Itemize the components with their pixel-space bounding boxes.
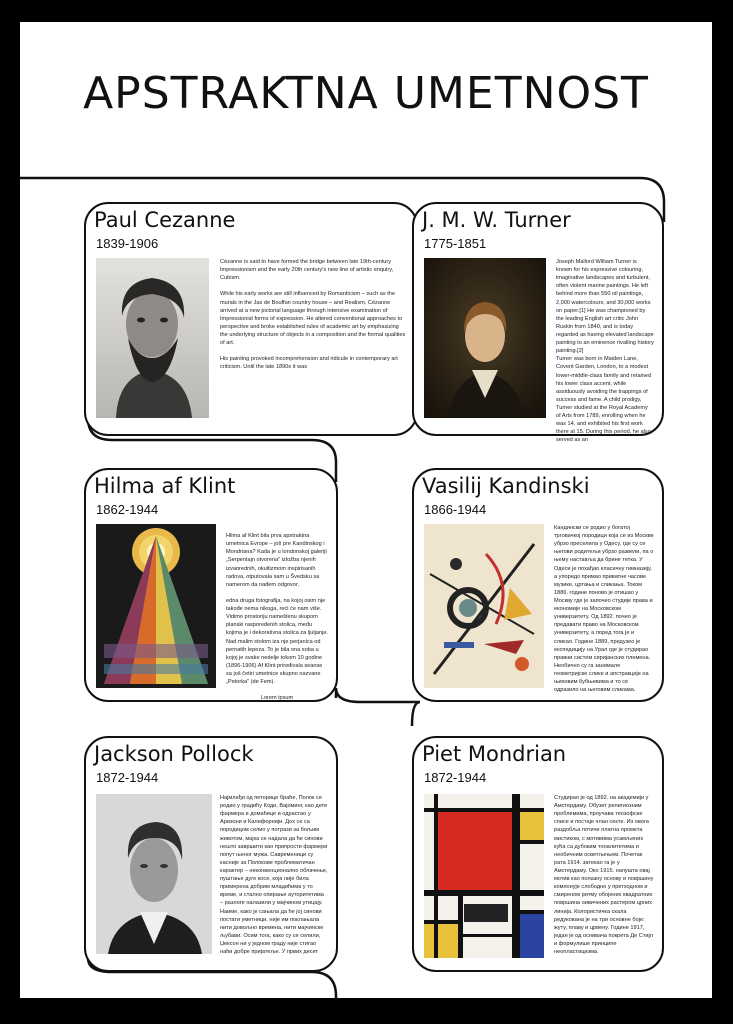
poster-sheet	[20, 22, 712, 998]
page-title: APSTRAKTNA UMETNOST	[83, 68, 649, 119]
artist-name: Piet Mondrian	[422, 742, 567, 766]
artist-bio	[226, 524, 328, 702]
pollock-portrait-photo	[96, 794, 212, 954]
artist-card-mondrian	[412, 736, 664, 972]
artist-bio: Joseph Mallord William Turner is known for his expressive colouring, imaginative landscapes and turbulent, often violent marine paintings. He left behind more than 550 oil paintings, 2,000 watercolours, and 30,000 works on paper.[1] He was championed by the leading English art critic John Ruskin from 1840, and is today regarded as having elevated landscape painting to an eminence rivalling history painting.[2] Turner was born in Maiden Lane, Covent Garden, London, to a modest lower-middle-class family and retained his lower class accent, while assiduously avoiding the trappings of success and fame. A child prodigy, Turner studied at the Royal Academy of Arts from 1789, enrolling when he was 14, and exhibited his first work there at 15. During this period, he also served as an	[556, 259, 654, 444]
image-caption: Lorem ipsum	[260, 695, 294, 702]
artist-years: 1866-1944	[424, 502, 487, 517]
kandinski-composition-painting	[424, 524, 544, 688]
artist-years: 1872-1944	[424, 770, 487, 785]
artist-bio: Најмлађи од петорице браће, Полок се родио у градићу Коди, Вајоминг, као дете фармера и домаћице и одрастао у Аризони и Калифорнији. Дох се са породицом селио у потрази за бољим животом, мајка се надала да ће синови нешто завршити као припрости фармери попут њеног мужа. Савременици су касније за Полокове проблематичан карактер – неконвенционално облачење, пуштање дуге косе, која није била примерена добрим младићима у то време, и стално опирање ауторитетима – разлоге налазили у мајчином утицају. Наиме, како је сањала да ће јој синови постати уметници, није им поклањала нити довољно времена, нити мајчинске љубави. Осим тога, како су се селили, Џексон ни у једном граду није стигао наћи добре пријатеље. У првих десет	[220, 795, 328, 956]
artist-card-turner	[412, 202, 664, 444]
turner-self-portrait	[424, 258, 546, 418]
artist-name: J. M. W. Turner	[422, 208, 571, 232]
artist-name: Vasilij Kandinski	[422, 474, 590, 498]
artist-years: 1862-1944	[96, 502, 159, 517]
klint-bio-text: Hilma af Klint bila prva apstraktna umetnica Evrope – još pre Kandinskog i Mondriana? Kada je u londonskoj galeriji „Serpentajn otvorena" izložba njenih izvanrednih, okultizmom inspirisanih radova, otputovala sam u Švedsku sa namerom da nađem odgovor. edna druga fotografija, na kojoj osim nje takođe nema nikoga, reći će nam više. Vidimo prostoriju nameštenu skupom planski raspoređenih stolica, među kojima je i dekorativna stolica za ljuljanje. Nad malim stolom iza nje perjanica od pernatih lepeza. To je bila ona soba u kojoj je svake nedelje tokom 10 godine (1896-1906) Af Klint priređivala seanse sa još četiri umetnice skupno nazvane „Petorka" (de Fem).	[226, 533, 328, 686]
cezanne-portrait-photo	[96, 258, 209, 418]
artist-bio: Cézanne is said to have formed the bridge between late 19th-century Impressionism and the early 20th century's new line of artistic enquiry, Cubism. While his early works are still influenced by Romanticism – such as the murals in the Jas de Bouffan country house – and Realism, Cézanne arrived at a new pictorial language through intensive examination of Impressionist forms of expression. He altered conventional approaches to perspective and broke established rules of academic art by emphasizing the underlying structure of objects in a composition and the formal qualities of art. His painting provoked incomprehension and ridicule in contemporary art criticism. Until the late 1890s it was	[220, 259, 406, 371]
klint-altarpiece-painting	[96, 524, 216, 688]
artist-card-kandinski	[412, 468, 664, 702]
artist-years: 1839-1906	[96, 236, 159, 251]
artist-name: Hilma af Klint	[94, 474, 236, 498]
artist-bio: Кандински се родио у богатој трговачкој породици која се из Москве убрзо преселила у Одесу, где су се његови родитељи убрзо развели, па о њему наставља да брине тетка. У Одеси је похађао класичну гимназију, а упоредо примао приватне часове музике, цртања и сликања. Током 1886. године поново је отишао у Москву где је започео студије права и економије на Московском универзитету. Од 1892. почео је предавати право на Московском универзитету, а поред тога је и сликао. Године 1889, предузео је експедицију на Урал где је студирао правни систем сиријанских племена. Необично су га занимале геометријске слике и апстракције на њиховим бубњевима и то се одразило на његовим сликама.	[554, 525, 654, 694]
artist-name: Paul Cezanne	[94, 208, 236, 232]
artist-years: 1872-1944	[96, 770, 159, 785]
artist-years: 1775-1851	[424, 236, 487, 251]
mondrian-composition-painting	[424, 794, 544, 958]
artist-card-cezanne	[84, 202, 418, 436]
artist-name: Jackson Pollock	[94, 742, 254, 766]
artist-card-pollock	[84, 736, 338, 972]
artist-bio: Студирао је од 1892. на академији у Амстердаму. Обузет религиозним проблемима, проучава теозофске списе и постаје члан секте. Из овога раздобља потиче платна промета мистиком, с мотивима усамљених кућа са дубоким тоналитетима и необичним осветљењем. Почетак рата 1914. затекао га је у Амстердаму. Око 1915. напушта овај мотив као полазну основу и површину компонује слободно у претходном и смиреном ритму обојених квадратних површина оивичених растером црних линија. Колористичка скала редукована је на три основне боје: жуту, плаву и црвену. Године 1917, један је од оснивача покрета Де Стијл и формулише принципе неопластицизма.	[554, 795, 654, 956]
artist-card-hilma-af-klint	[84, 468, 338, 702]
